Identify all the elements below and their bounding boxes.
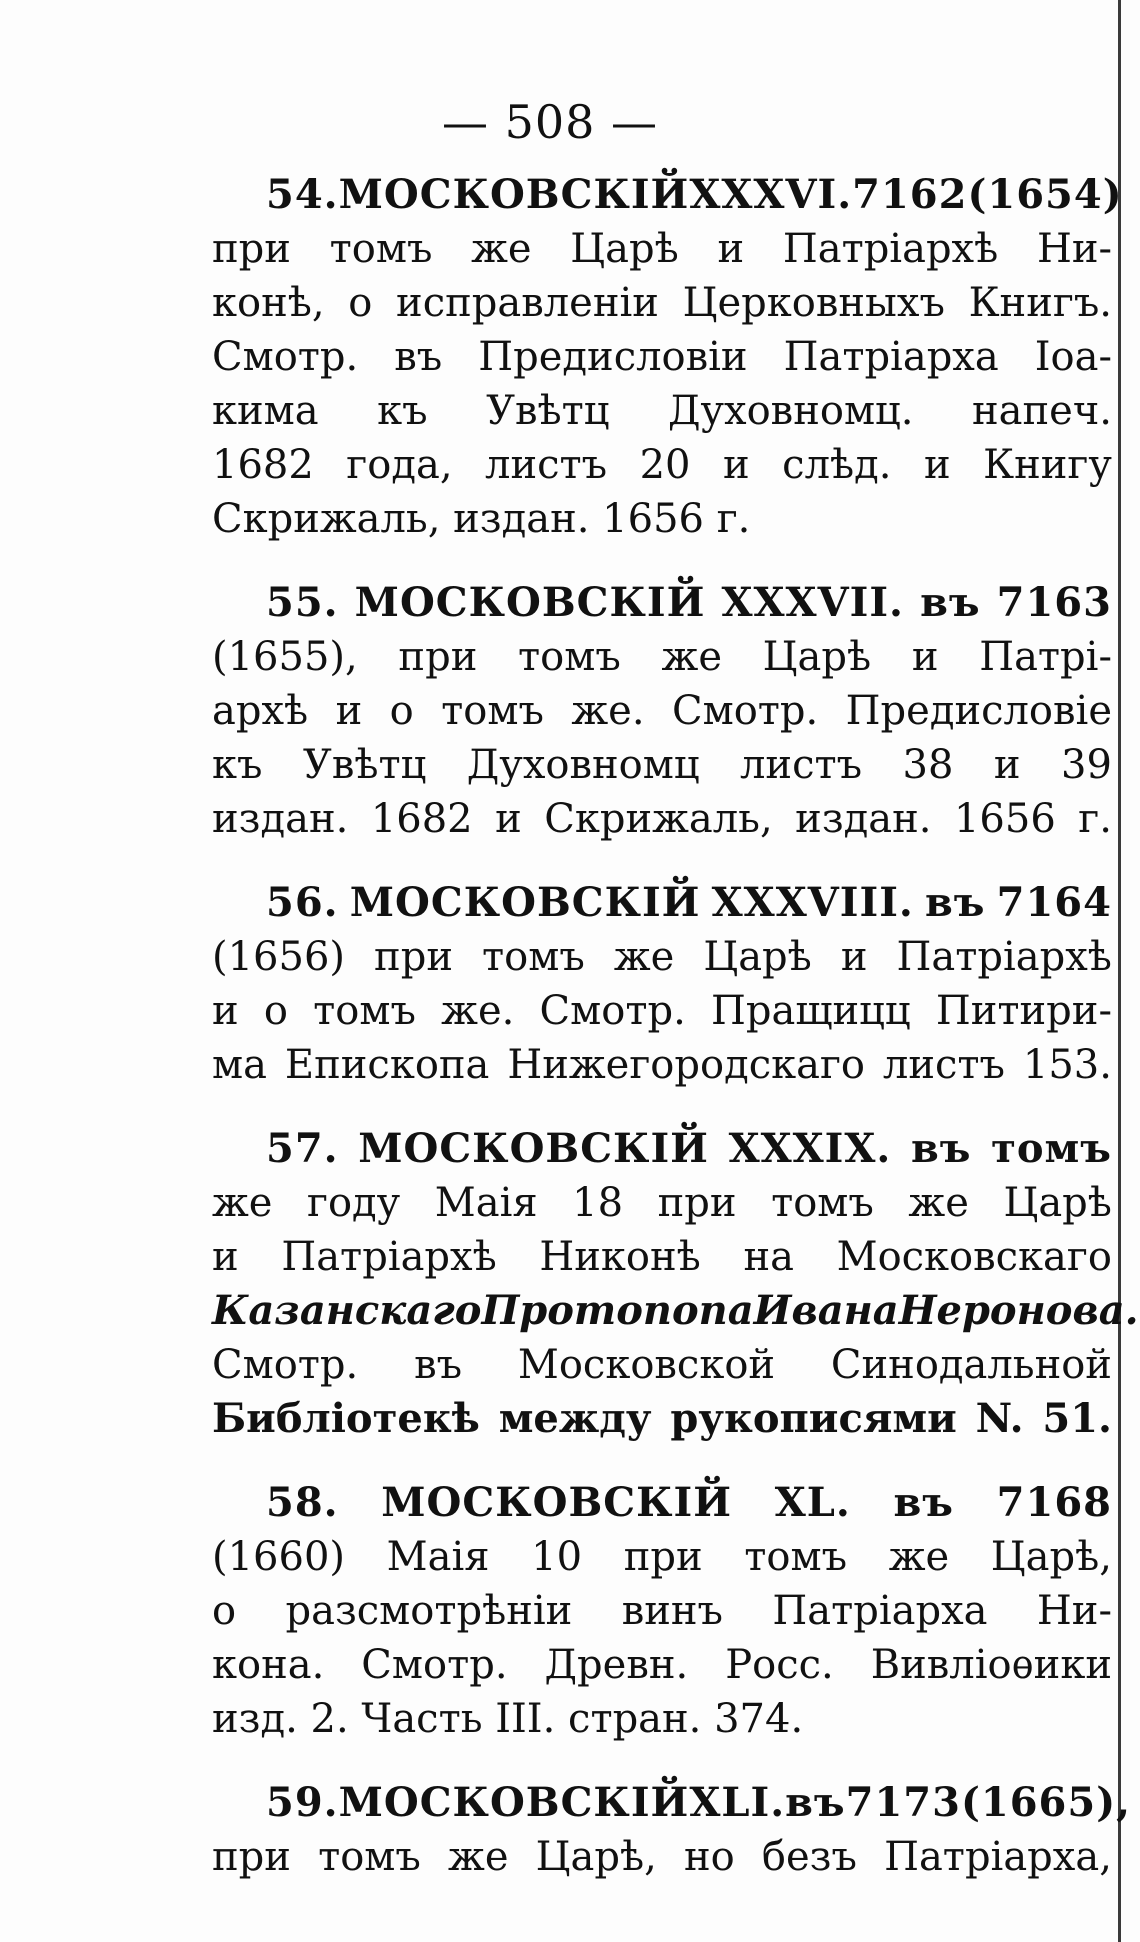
- word: въ: [910, 1125, 972, 1172]
- word: къ: [212, 742, 263, 788]
- word: листъ: [740, 742, 863, 788]
- entry-line: [212, 1230, 1112, 1284]
- word: томъ: [991, 1125, 1112, 1172]
- word: томъ: [318, 1834, 421, 1880]
- word: 1682: [370, 796, 473, 842]
- entry-54: [212, 168, 1123, 546]
- word: (1654): [967, 171, 1123, 218]
- word: слѣд.: [782, 442, 892, 488]
- entry-57: [212, 1122, 1139, 1446]
- word: 7162: [852, 171, 968, 218]
- word: Библіотекѣ: [212, 1395, 480, 1442]
- word: Синодальной: [830, 1342, 1112, 1388]
- word: Іоа-: [1034, 334, 1112, 380]
- word: при: [374, 934, 453, 980]
- word: Московской: [517, 1342, 776, 1388]
- word: XXXVIII.: [711, 879, 914, 926]
- entry-line: [212, 384, 1112, 438]
- entry-line: [212, 1776, 1132, 1830]
- word: 54: [266, 171, 324, 218]
- word: же: [661, 634, 722, 680]
- word: же: [613, 934, 675, 980]
- word: .: [323, 171, 339, 218]
- word: Смотр.: [671, 688, 819, 734]
- word: МОСКОВСКІЙ: [354, 579, 706, 626]
- entry-line: [212, 438, 1112, 492]
- word: 55.: [266, 579, 339, 626]
- word: Патріархѣ: [896, 934, 1112, 980]
- word: 10: [531, 1534, 583, 1580]
- word: въ: [785, 1779, 846, 1826]
- entry-59: [212, 1776, 1132, 1884]
- word: при: [398, 634, 478, 680]
- entry-line: [212, 276, 1112, 330]
- word: и: [495, 796, 522, 842]
- word: МОСКОВСКІЙ: [338, 1779, 690, 1826]
- word: 7173: [845, 1779, 961, 1826]
- word: Смотр.: [212, 334, 359, 380]
- word: Смотр.: [212, 1342, 359, 1388]
- word: кима: [212, 388, 319, 434]
- word: Вивліоѳики: [870, 1642, 1112, 1688]
- word: Древн.: [544, 1642, 689, 1688]
- word: 7163: [996, 579, 1112, 626]
- word: Скрижаль,: [544, 796, 773, 842]
- word: томъ: [482, 934, 585, 980]
- word: напеч.: [972, 388, 1112, 434]
- word: Царѣ: [762, 634, 872, 680]
- word: Патрі-: [979, 634, 1112, 680]
- word: о: [263, 988, 288, 1034]
- word: между: [498, 1395, 652, 1442]
- word: Московскаго: [836, 1234, 1112, 1280]
- word: и: [993, 742, 1021, 788]
- entry-line: [212, 1284, 1139, 1338]
- word: 39: [1061, 742, 1112, 788]
- word: Патріархѣ: [281, 1234, 497, 1280]
- entry-line: [212, 984, 1112, 1038]
- word: 153.: [1022, 1042, 1112, 1088]
- word: и: [840, 934, 868, 980]
- word: о: [348, 280, 373, 326]
- word: же: [888, 1534, 950, 1580]
- word: 7168: [996, 1479, 1112, 1526]
- word: листъ: [882, 1042, 1005, 1088]
- word: 7164: [996, 879, 1112, 926]
- word: и: [911, 634, 939, 680]
- word: Казанскаго: [212, 1287, 482, 1334]
- entry-line: [212, 876, 1112, 930]
- word: 20: [639, 442, 691, 488]
- word: Духовномц.: [667, 388, 914, 434]
- word: томъ: [313, 988, 416, 1034]
- page-edge-rule: [1118, 0, 1121, 1942]
- word: Ни-: [1036, 1588, 1112, 1634]
- word: конѣ,: [212, 280, 325, 326]
- word: Предисловіи: [478, 334, 748, 380]
- entry-line: [212, 330, 1112, 384]
- word: въ: [925, 879, 986, 926]
- word: и: [212, 1234, 239, 1280]
- word: въ: [920, 579, 981, 626]
- entry-line: [212, 1476, 1112, 1530]
- word: томъ: [329, 226, 433, 272]
- word: 1656: [953, 796, 1056, 842]
- word: и: [723, 442, 750, 488]
- word: Царѣ,: [535, 1834, 657, 1880]
- word: разсмотрѣніи: [285, 1588, 573, 1634]
- word: издан.: [212, 796, 349, 842]
- word: при: [623, 1534, 703, 1580]
- entry-line: [212, 222, 1112, 276]
- word: Книгъ.: [968, 280, 1112, 326]
- word: МОСКОВСКІЙ: [338, 171, 690, 218]
- word: но: [683, 1834, 735, 1880]
- word: Церковныхъ: [682, 280, 945, 326]
- word: же: [448, 1834, 509, 1880]
- word: на: [743, 1234, 794, 1280]
- word: 59.: [266, 1779, 339, 1826]
- word: 1682: [212, 442, 314, 488]
- word: (1665),: [960, 1779, 1132, 1826]
- entry-line: [212, 792, 1112, 846]
- word: и: [212, 988, 239, 1034]
- word: Росс.: [725, 1642, 834, 1688]
- word: издан.: [795, 796, 932, 842]
- page-number-text: — 508 —: [441, 95, 659, 149]
- entry-line: Скрижаль, издан. 1656 г.: [212, 496, 751, 542]
- word: 51.: [1042, 1395, 1112, 1442]
- word: году: [307, 1180, 401, 1226]
- word: Никонѣ: [539, 1234, 701, 1280]
- word: о: [212, 1588, 237, 1634]
- word: рукописями: [670, 1395, 957, 1442]
- word: 57.: [266, 1125, 339, 1172]
- word: 38: [902, 742, 954, 788]
- entry-line: [212, 1038, 1112, 1092]
- word: о: [389, 688, 414, 734]
- entry-line: [212, 1176, 1112, 1230]
- entry-line: изд. 2. Часть III. стран. 374.: [212, 1696, 804, 1742]
- entry-line: [212, 684, 1112, 738]
- word: Книгу: [983, 442, 1112, 488]
- word: XXXVII.: [721, 579, 904, 626]
- word: Маія: [386, 1534, 490, 1580]
- word: (1660): [212, 1534, 346, 1580]
- word: же.: [571, 688, 645, 734]
- word: XLI.: [689, 1779, 786, 1826]
- word: при: [657, 1180, 737, 1226]
- word: архѣ: [212, 688, 309, 734]
- entry-58: [212, 1476, 1112, 1746]
- word: Царѣ,: [990, 1534, 1112, 1580]
- word: (1655),: [212, 634, 358, 680]
- word: Увѣтц: [486, 388, 610, 434]
- entry-56: [212, 876, 1112, 1092]
- word: же: [908, 1180, 969, 1226]
- word: безъ: [761, 1834, 857, 1880]
- word: N.: [975, 1395, 1024, 1442]
- word: Патріарха: [772, 1588, 988, 1634]
- text-column: [212, 168, 1139, 1914]
- word: томъ: [441, 688, 544, 734]
- word: Смотр.: [539, 988, 686, 1034]
- entry-line: [212, 1530, 1112, 1584]
- word: Протопопа: [481, 1287, 754, 1334]
- word: 56.: [266, 879, 339, 926]
- word: МОСКОВСКІЙ: [358, 1125, 709, 1172]
- word: же: [212, 1180, 273, 1226]
- word: (1656): [212, 934, 346, 980]
- entry-line: [212, 1584, 1112, 1638]
- word: года,: [346, 442, 453, 488]
- word: 18: [572, 1180, 624, 1226]
- word: и: [923, 442, 951, 488]
- word: Неронова.: [898, 1287, 1139, 1334]
- word: въ: [893, 1479, 954, 1526]
- word: МОСКОВСКІЙ: [349, 879, 701, 926]
- word: Патріархѣ: [782, 226, 999, 272]
- word: томъ: [771, 1180, 874, 1226]
- word: при: [212, 1834, 291, 1880]
- word: и: [335, 688, 363, 734]
- word: томъ: [518, 634, 621, 680]
- entry-line: [212, 1830, 1112, 1884]
- word: томъ: [744, 1534, 848, 1580]
- entry-line: [212, 930, 1112, 984]
- word: Ивана: [753, 1287, 899, 1334]
- word: Смотр.: [361, 1642, 508, 1688]
- word: исправленіи: [396, 280, 659, 326]
- word: Царѣ: [703, 934, 812, 980]
- word: Питири-: [935, 988, 1112, 1034]
- word: Духовномц: [466, 742, 700, 788]
- entry-55: [212, 576, 1112, 846]
- entry-line: [212, 576, 1112, 630]
- entry-line: [212, 738, 1112, 792]
- word: къ: [377, 388, 428, 434]
- word: Патріарха,: [884, 1834, 1112, 1880]
- word: и: [717, 226, 745, 272]
- word: Увѣтц: [302, 742, 427, 788]
- word: Епископа: [284, 1042, 490, 1088]
- word: Ни-: [1036, 226, 1112, 272]
- word: XXXIX.: [728, 1125, 892, 1172]
- entry-line: [212, 630, 1112, 684]
- word: Царѣ: [1003, 1180, 1112, 1226]
- entry-line: [212, 1392, 1112, 1446]
- page-number: [0, 95, 1140, 149]
- word: же: [471, 226, 532, 272]
- word: листъ: [485, 442, 608, 488]
- word: МОСКОВСКІЙ: [381, 1479, 733, 1526]
- entry-line: [212, 1638, 1112, 1692]
- word: XXXVI.: [689, 171, 853, 218]
- word: Царѣ: [570, 226, 679, 272]
- entry-line: [212, 168, 1123, 222]
- entry-line: [212, 1338, 1112, 1392]
- word: винъ: [621, 1588, 724, 1634]
- word: же.: [441, 988, 515, 1034]
- word: кона.: [212, 1642, 325, 1688]
- word: въ: [394, 334, 443, 380]
- word: Нижегородскаго: [507, 1042, 865, 1088]
- word: г.: [1078, 796, 1112, 842]
- word: Маія: [434, 1180, 538, 1226]
- word: ма: [212, 1042, 267, 1088]
- word: въ: [414, 1342, 463, 1388]
- word: Предисловіе: [845, 688, 1112, 734]
- word: Патріарха: [783, 334, 999, 380]
- entry-line: [212, 1122, 1112, 1176]
- word: Пращицц: [711, 988, 911, 1034]
- word: XL.: [774, 1479, 851, 1526]
- word: 58.: [266, 1479, 339, 1526]
- word: при: [212, 226, 291, 272]
